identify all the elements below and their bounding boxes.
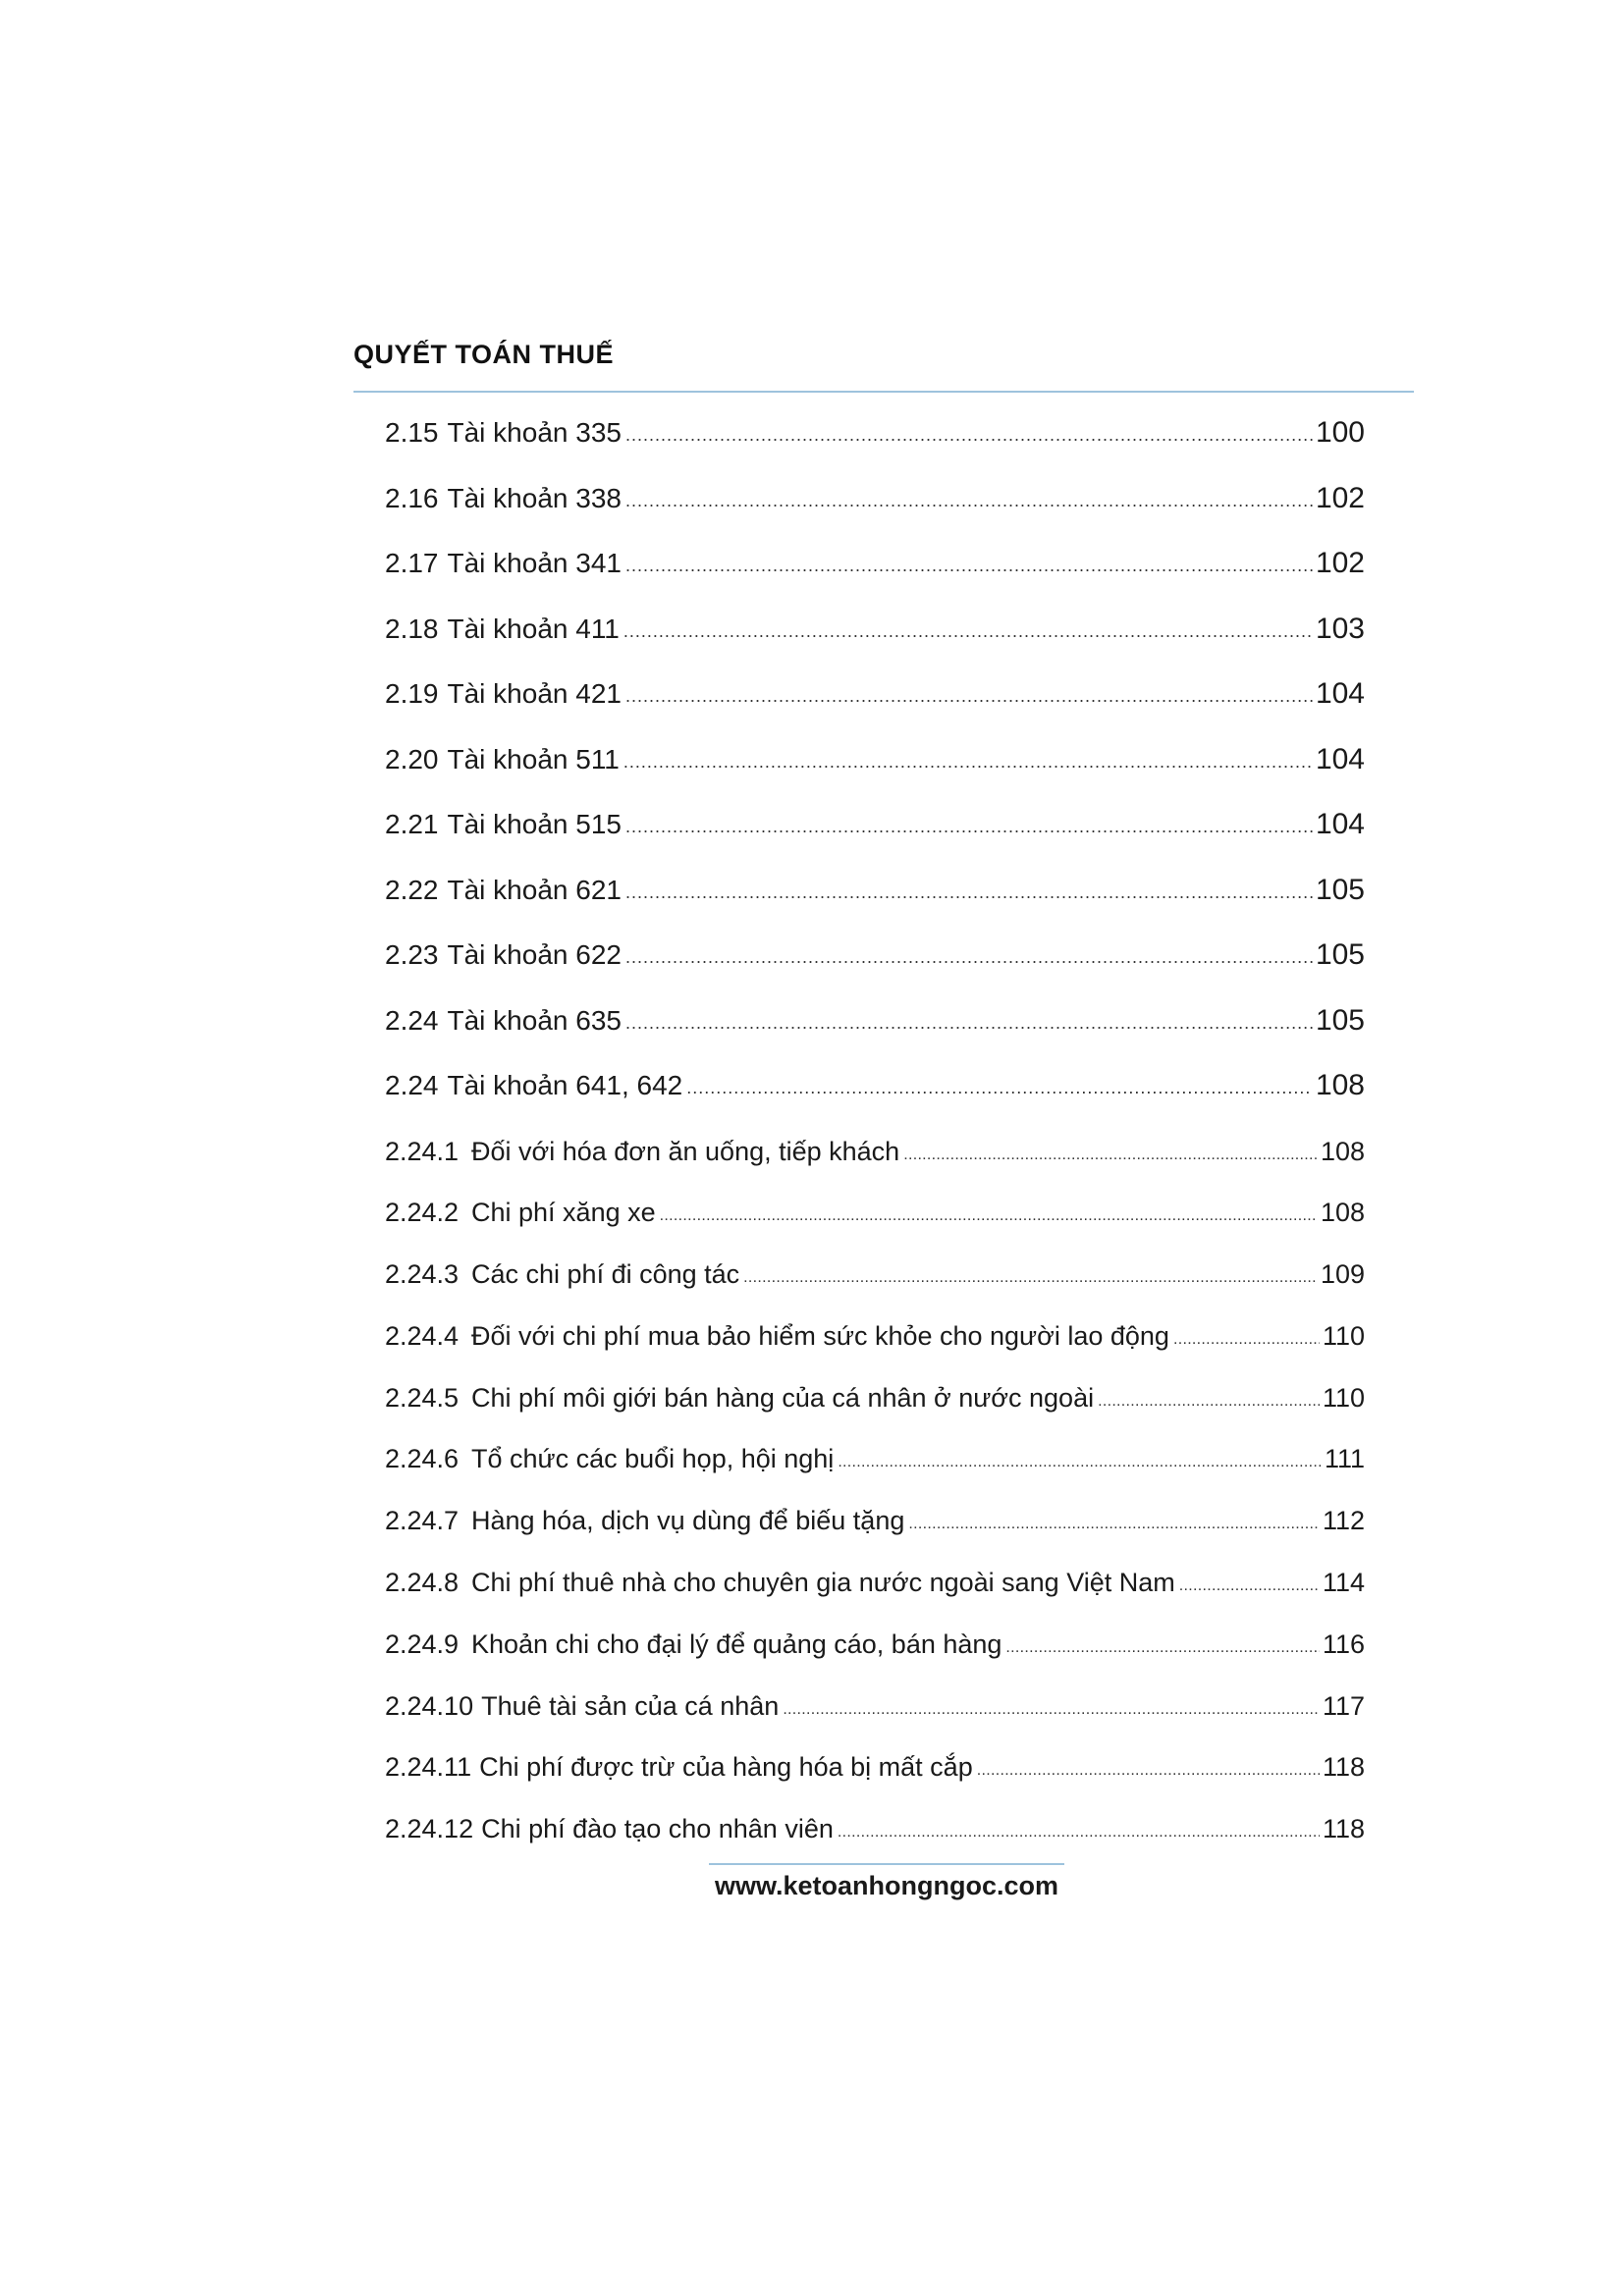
toc-entry-title: Tài khoản 421	[447, 678, 622, 709]
toc-dot-leader	[686, 1067, 1313, 1108]
toc-entry-number: 2.24.4	[385, 1320, 460, 1351]
toc-entry-number: 2.17	[385, 548, 439, 578]
toc-entry[interactable]	[385, 1065, 1365, 1131]
toc-entry-title: Tài khoản 338	[447, 482, 622, 513]
table-of-contents	[385, 412, 1365, 1870]
toc-entry-page-number: 100	[1315, 416, 1365, 449]
toc-entry-page-number: 112	[1322, 1506, 1365, 1536]
toc-entry-title: Chi phí được trừ của hàng hóa bị mất cắp	[479, 1752, 973, 1783]
header-divider	[353, 391, 1414, 393]
toc-entry-number: 2.24.1	[385, 1136, 460, 1166]
toc-entry-page-number: 103	[1315, 612, 1365, 645]
toc-dot-leader	[625, 675, 1313, 717]
toc-entry-page-number: 108	[1320, 1136, 1365, 1166]
toc-entry[interactable]	[385, 870, 1365, 935]
toc-entry[interactable]	[385, 1131, 1365, 1193]
toc-entry-page-number: 102	[1315, 481, 1365, 514]
toc-entry-title: Tài khoản 641, 642	[447, 1070, 683, 1100]
toc-entry-number: 2.18	[385, 613, 439, 644]
toc-entry[interactable]	[385, 1500, 1365, 1562]
toc-entry[interactable]	[385, 1254, 1365, 1315]
toc-entry-title: Tài khoản 511	[447, 743, 620, 774]
toc-entry[interactable]	[385, 1315, 1365, 1377]
toc-dot-leader	[838, 1442, 1322, 1483]
toc-entry-number: 2.19	[385, 678, 439, 709]
toc-entry-number: 2.24.12	[385, 1814, 474, 1844]
toc-entry-number: 2.24.2	[385, 1198, 460, 1228]
toc-dot-leader	[1179, 1566, 1320, 1607]
toc-entry-title: Tài khoản 515	[447, 809, 622, 839]
toc-entry[interactable]	[385, 1192, 1365, 1254]
toc-entry-number: 2.23	[385, 939, 439, 970]
toc-entry-number: 2.24	[385, 1004, 439, 1036]
toc-entry-page-number: 118	[1322, 1752, 1365, 1783]
toc-dot-leader	[625, 872, 1313, 913]
toc-entry-number: 2.24.6	[385, 1444, 460, 1474]
toc-entry-title: Hàng hóa, dịch vụ dùng để biếu tặng	[471, 1506, 905, 1536]
toc-entry-page-number: 118	[1322, 1814, 1365, 1844]
toc-entry[interactable]	[385, 1562, 1365, 1624]
toc-dot-leader	[1098, 1381, 1320, 1422]
toc-entry-title: Đối với hóa đơn ăn uống, tiếp khách	[471, 1136, 900, 1166]
toc-entry-page-number: 104	[1315, 677, 1365, 710]
toc-entry-title: Tài khoản 335	[447, 417, 622, 448]
toc-entry-number: 2.21	[385, 809, 439, 839]
toc-entry-title: Tổ chức các buổi họp, hội nghị	[471, 1444, 835, 1474]
toc-entry-number: 2.16	[385, 482, 439, 513]
footer-website-link[interactable]: www.ketoanhongngoc.com	[714, 1871, 1058, 1900]
toc-dot-leader	[625, 806, 1313, 847]
toc-entry-title: Chi phí xăng xe	[471, 1198, 656, 1228]
toc-dot-leader	[977, 1750, 1320, 1791]
toc-entry-title: Chi phí thuê nhà cho chuyên gia nước ngoài sang Việt Nam	[471, 1568, 1175, 1598]
toc-entry[interactable]	[385, 673, 1365, 739]
toc-entry[interactable]	[385, 934, 1365, 1000]
toc-dot-leader	[625, 414, 1313, 455]
toc-entry-number: 2.24	[385, 1070, 439, 1100]
toc-entry-title: Tài khoản 622	[447, 939, 622, 970]
toc-entry-page-number: 110	[1322, 1382, 1365, 1413]
toc-entry[interactable]	[385, 1685, 1365, 1747]
toc-entry-page-number: 108	[1315, 1069, 1365, 1101]
toc-dot-leader	[1005, 1628, 1320, 1669]
toc-entry-number: 2.15	[385, 417, 439, 448]
toc-entry[interactable]	[385, 543, 1365, 609]
toc-entry-page-number: 104	[1315, 808, 1365, 840]
toc-dot-leader	[660, 1196, 1318, 1237]
toc-dot-leader	[908, 1504, 1320, 1545]
toc-entry-page-number: 105	[1315, 938, 1365, 971]
toc-entry[interactable]	[385, 804, 1365, 870]
toc-entry-title: Chi phí môi giới bán hàng của cá nhân ở nước ngoài	[471, 1382, 1095, 1413]
toc-dot-leader	[623, 741, 1313, 782]
toc-entry-page-number: 111	[1324, 1444, 1365, 1474]
toc-entry-page-number: 102	[1315, 547, 1365, 579]
toc-entry-page-number: 114	[1322, 1568, 1365, 1598]
toc-entry[interactable]	[385, 1438, 1365, 1500]
toc-entry-title: Tài khoản 635	[447, 1004, 622, 1036]
toc-entry-page-number: 105	[1315, 873, 1365, 906]
toc-entry-page-number: 109	[1320, 1259, 1365, 1290]
toc-entry-number: 2.22	[385, 874, 439, 905]
toc-entry-number: 2.24.8	[385, 1568, 460, 1598]
toc-dot-leader	[625, 1002, 1313, 1043]
toc-entry-number: 2.24.10	[385, 1690, 474, 1721]
toc-entry-number: 2.24.3	[385, 1259, 460, 1290]
toc-entry-title: Tài khoản 621	[447, 874, 622, 905]
toc-entry-number: 2.20	[385, 743, 439, 774]
toc-entry-title: Tài khoản 341	[447, 548, 622, 578]
page-header-title: QUYẾT TOÁN THUẾ	[353, 340, 615, 369]
toc-dot-leader	[625, 545, 1313, 586]
toc-entry-page-number: 117	[1322, 1690, 1365, 1721]
toc-entry[interactable]	[385, 478, 1365, 544]
toc-dot-leader	[623, 611, 1313, 652]
toc-dot-leader	[743, 1257, 1318, 1299]
toc-entry-page-number: 110	[1322, 1320, 1365, 1351]
toc-entry-page-number: 108	[1320, 1198, 1365, 1228]
toc-entry-page-number: 116	[1322, 1629, 1365, 1659]
footer-divider	[709, 1863, 1064, 1865]
toc-entry-page-number: 105	[1315, 1003, 1365, 1037]
toc-entry-number: 2.24.11	[385, 1752, 472, 1783]
toc-entry-title: Thuê tài sản của cá nhân	[481, 1690, 780, 1721]
toc-entry-title: Đối với chi phí mua bảo hiểm sức khỏe cho người lao động	[471, 1320, 1169, 1351]
toc-dot-leader	[903, 1135, 1318, 1176]
toc-entry[interactable]	[385, 1377, 1365, 1439]
toc-entry[interactable]	[385, 1808, 1365, 1870]
toc-dot-leader	[625, 480, 1313, 521]
toc-dot-leader	[838, 1812, 1320, 1853]
toc-entry[interactable]	[385, 1624, 1365, 1685]
toc-entry-number: 2.24.5	[385, 1382, 460, 1413]
toc-entry-page-number: 104	[1315, 742, 1365, 775]
toc-entry-title: Các chi phí đi công tác	[471, 1259, 740, 1290]
toc-entry-title: Chi phí đào tạo cho nhân viên	[481, 1814, 834, 1844]
toc-dot-leader	[783, 1689, 1320, 1731]
toc-entry[interactable]	[385, 1000, 1365, 1066]
toc-dot-leader	[625, 936, 1313, 978]
toc-entry-number: 2.24.7	[385, 1506, 460, 1536]
toc-entry[interactable]	[385, 1746, 1365, 1808]
toc-dot-leader	[1173, 1319, 1320, 1361]
toc-entry-title: Khoản chi cho đại lý để quảng cáo, bán hàng	[471, 1629, 1002, 1659]
toc-entry[interactable]	[385, 412, 1365, 478]
toc-entry[interactable]	[385, 739, 1365, 805]
toc-entry-number: 2.24.9	[385, 1629, 460, 1659]
toc-entry[interactable]	[385, 609, 1365, 674]
toc-entry-title: Tài khoản 411	[447, 613, 620, 644]
